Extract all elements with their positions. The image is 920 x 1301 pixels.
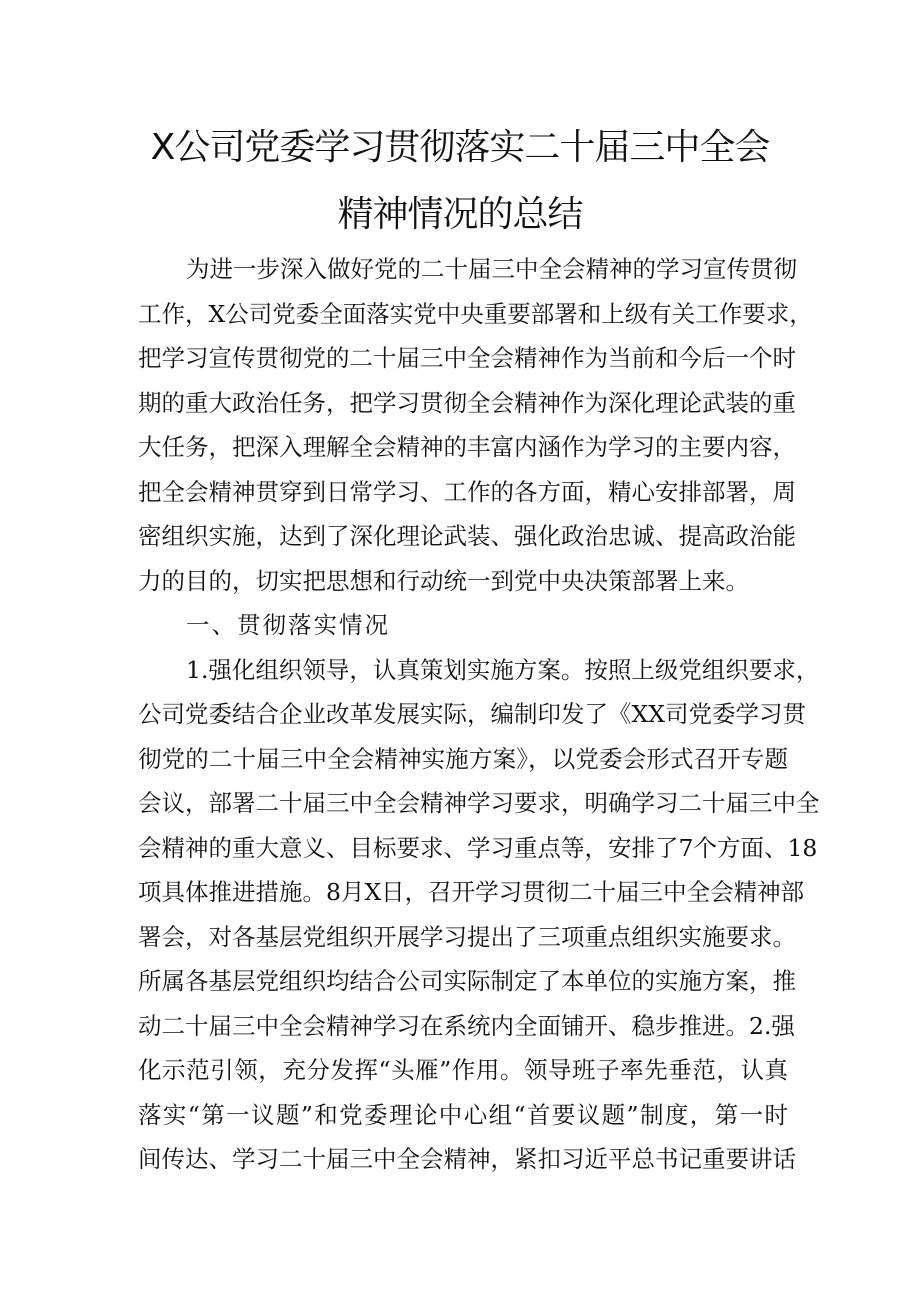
paragraph-2-line: 署会，对各基层党组织开展学习提出了三项重点组织实施要求。 bbox=[138, 923, 796, 951]
paragraph-1-line: 工作，X公司党委全面落实党中央重要部署和上级有关工作要求， bbox=[138, 300, 813, 328]
paragraph-1-line: 密组织实施，达到了深化理论武装、强化政治忠诚、提高政治能 bbox=[138, 522, 796, 550]
document-title-line-2: 精神情况的总结 bbox=[337, 194, 583, 235]
section-heading: 一、贯彻落实情况 bbox=[186, 611, 390, 639]
paragraph-2-line: 彻党的二十届三中全会精神实施方案》，以党委会形式召开专题 bbox=[138, 745, 788, 773]
paragraph-2-line: 项具体推进措施。8月X日，召开学习贯彻二十届三中全会精神部 bbox=[138, 878, 805, 906]
paragraph-1-line: 为进一步深入做好党的二十届三中全会精神的学习宣传贯彻 bbox=[186, 255, 797, 283]
paragraph-2-line: 化示范引领，充分发挥“头雁”作用。领导班子率先垂范，认真 bbox=[138, 1056, 788, 1084]
paragraph-2-line: 1.强化组织领导，认真策划实施方案。按照上级党组织要求， bbox=[186, 656, 820, 684]
paragraph-1-line: 大任务，把深入理解全会精神的丰富内涵作为学习的主要内容， bbox=[138, 433, 796, 461]
paragraph-1-line: 力的目的，切实把思想和行动统一到党中央决策部署上来。 bbox=[138, 567, 749, 595]
paragraph-1-line: 把学习宣传贯彻党的二十届三中全会精神作为当前和今后一个时 bbox=[138, 344, 796, 372]
paragraph-2-line: 会精神的重大意义、目标要求、学习重点等，安排了7个方面、18 bbox=[138, 834, 818, 862]
document-title-line-1: X公司党委学习贯彻落实二十届三中全会 bbox=[150, 127, 770, 168]
paragraph-1-line: 把全会精神贯穿到日常学习、工作的各方面，精心安排部署，周 bbox=[138, 478, 796, 506]
paragraph-2-line: 所属各基层党组织均结合公司实际制定了本单位的实施方案，推 bbox=[138, 967, 796, 995]
paragraph-2-line: 间传达、学习二十届三中全会精神，紧扣习近平总书记重要讲话 bbox=[138, 1145, 796, 1173]
paragraph-1-line: 期的重大政治任务，把学习贯彻全会精神作为深化理论武装的重 bbox=[138, 389, 796, 417]
paragraph-2-line: 公司党委结合企业改革发展实际，编制印发了《XX司党委学习贯 bbox=[138, 700, 806, 728]
paragraph-2-line: 会议，部署二十届三中全会精神学习要求，明确学习二十届三中全 bbox=[138, 789, 820, 817]
paragraph-2-line: 动二十届三中全会精神学习在系统内全面铺开、稳步推进。2.强 bbox=[138, 1012, 795, 1040]
paragraph-2-line: 落实“第一议题”和党委理论中心组“首要议题”制度，第一时 bbox=[138, 1101, 788, 1129]
